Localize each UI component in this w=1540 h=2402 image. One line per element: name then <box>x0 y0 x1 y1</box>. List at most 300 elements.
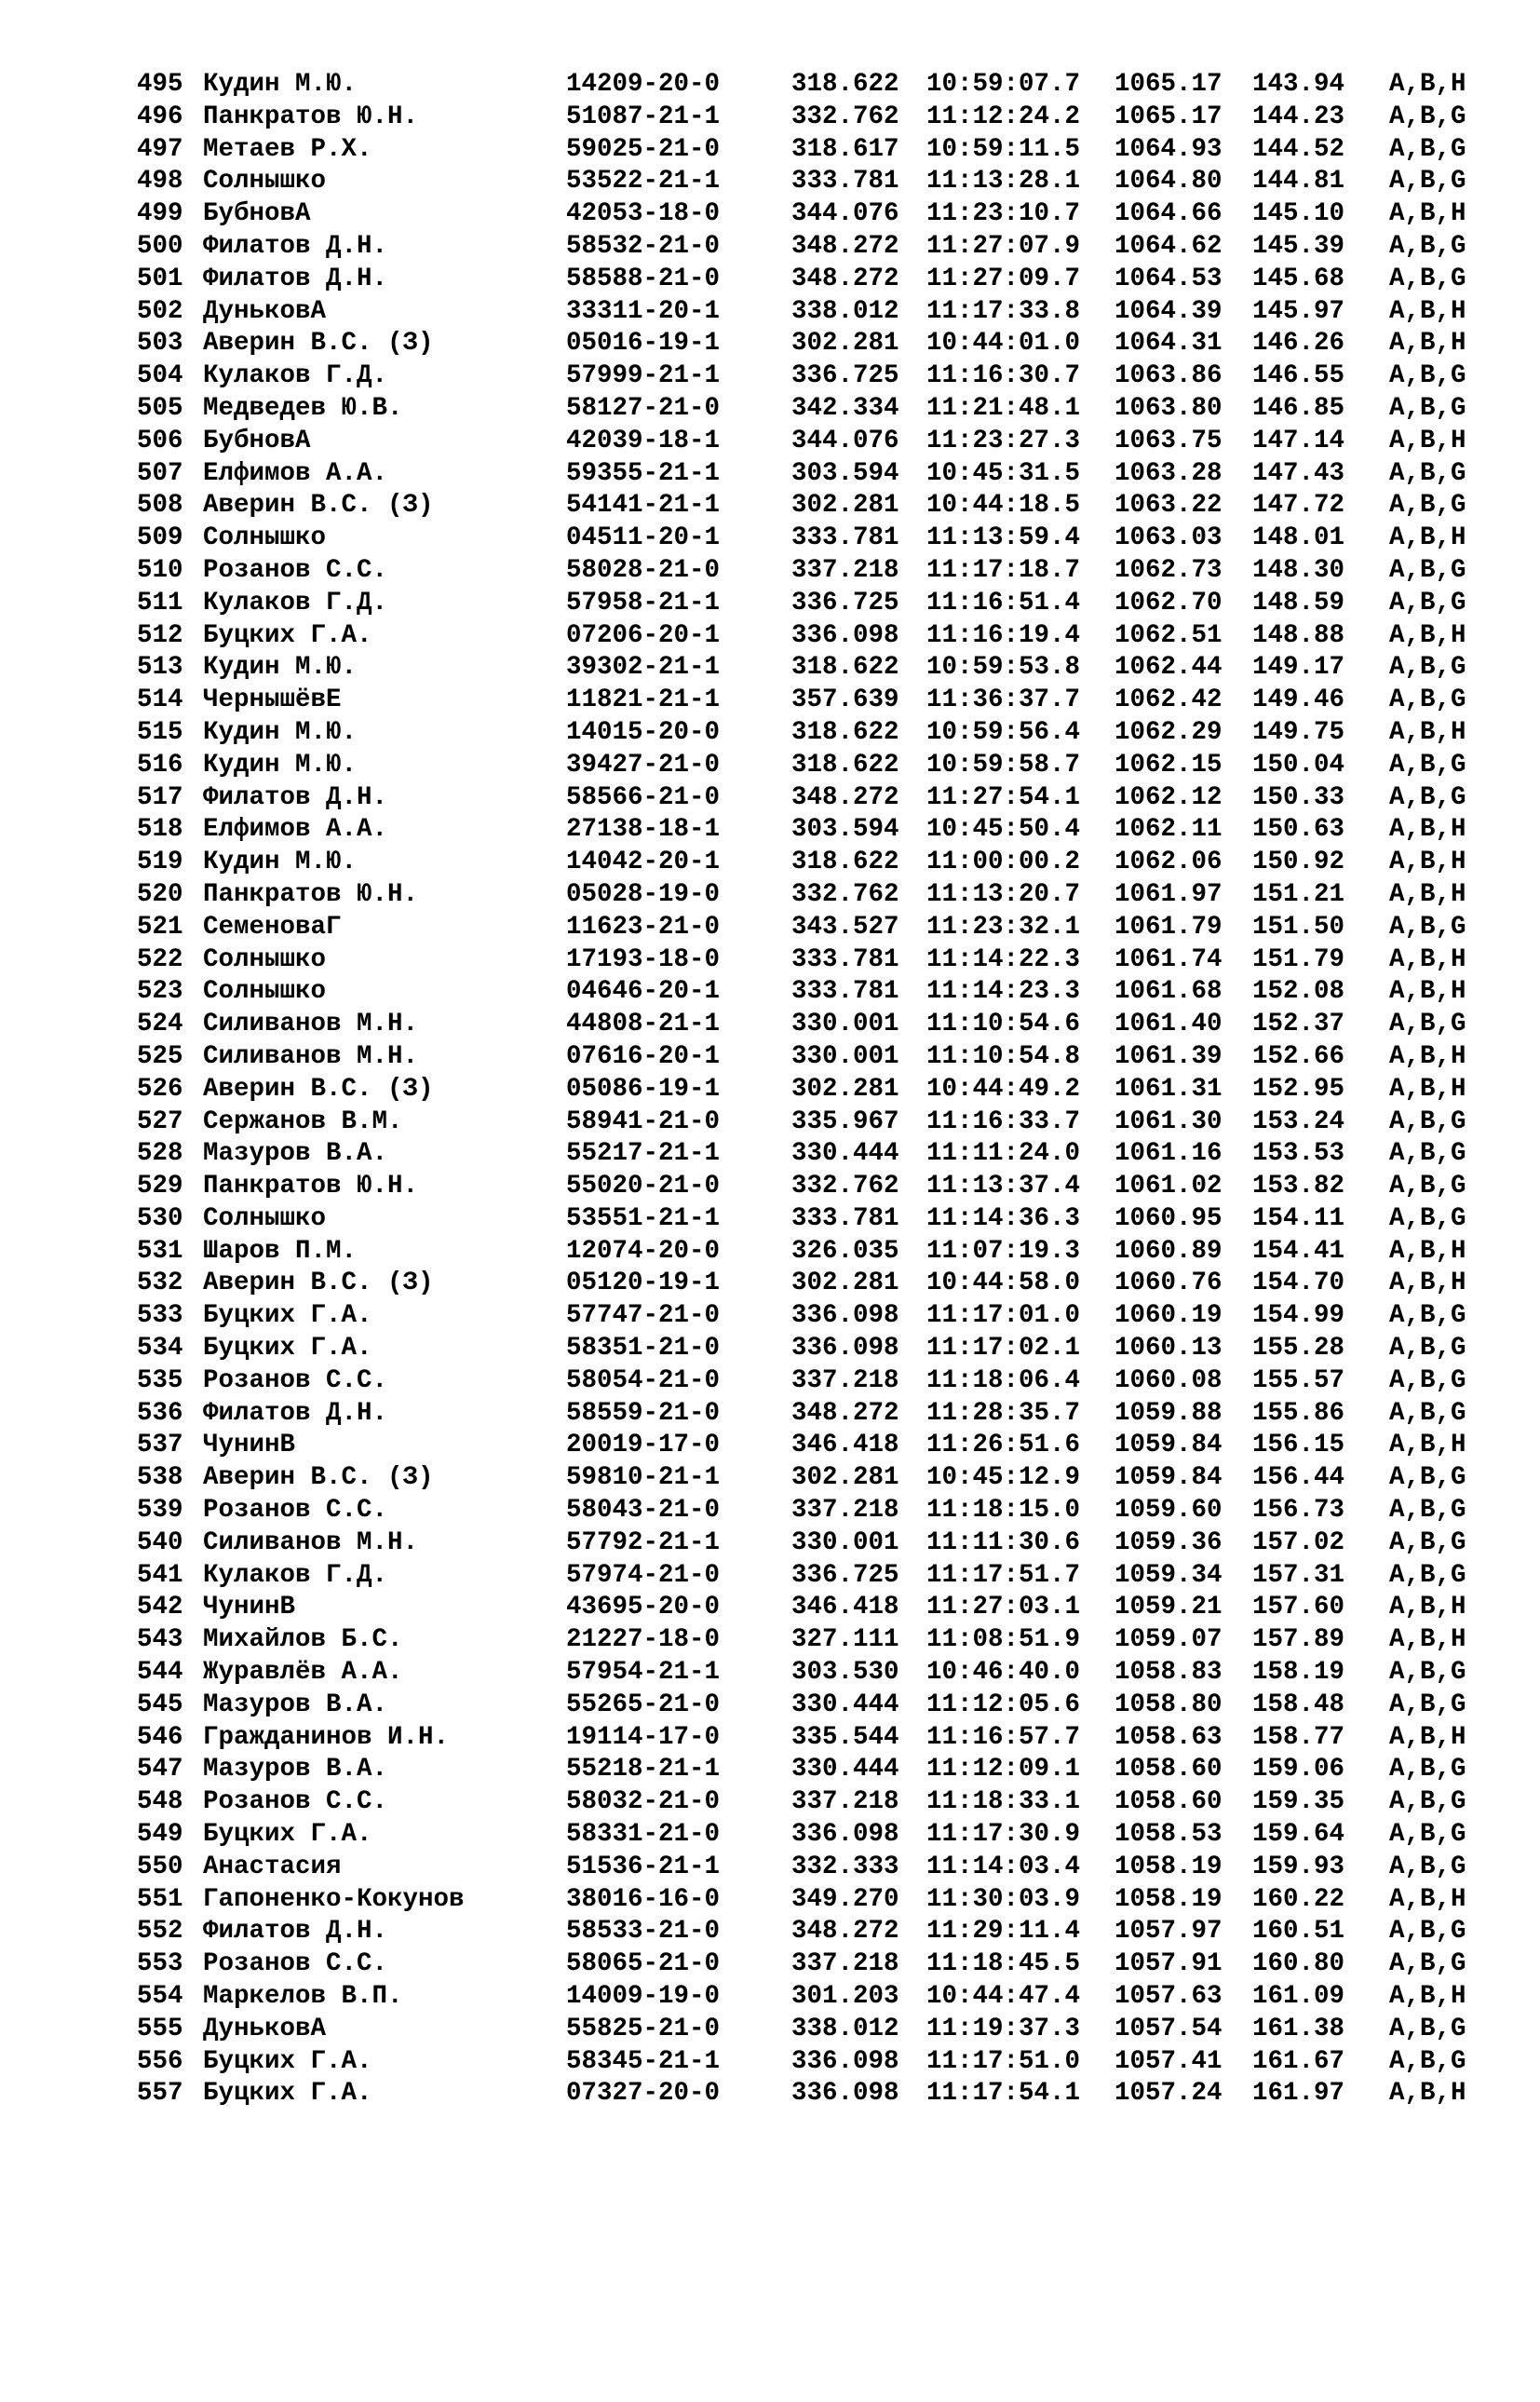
coefficient: 147.43 <box>1252 458 1345 488</box>
coefficient: 153.53 <box>1252 1139 1345 1169</box>
arrival-time: 10:45:50.4 <box>926 815 1081 845</box>
fancier-name: ДуньковА <box>203 2014 327 2043</box>
coefficient: 157.02 <box>1252 1527 1345 1557</box>
distance-km: 318.617 <box>791 134 899 164</box>
coefficient: 146.85 <box>1252 393 1345 423</box>
fancier-name: Филатов Д.Н. <box>203 264 388 293</box>
category-codes: A,B,G <box>1389 1820 1466 1850</box>
fancier-name: Филатов Д.Н. <box>203 782 388 812</box>
distance-km: 303.530 <box>791 1658 899 1688</box>
ring-number: 14209-20-0 <box>566 70 721 99</box>
distance-km: 332.762 <box>791 102 899 131</box>
fancier-name: Анастасия <box>203 1852 342 1881</box>
speed-value: 1058.63 <box>1114 1722 1223 1752</box>
ring-number: 07327-20-0 <box>566 2079 721 2109</box>
distance-km: 344.076 <box>791 199 899 229</box>
result-row <box>137 458 1466 491</box>
coefficient: 151.21 <box>1252 879 1345 909</box>
category-codes: A,B,H <box>1389 1041 1466 1071</box>
place-number: 534 <box>137 1334 183 1364</box>
speed-value: 1059.84 <box>1114 1463 1223 1493</box>
ring-number: 58331-21-0 <box>566 1820 721 1850</box>
speed-value: 1061.02 <box>1114 1172 1223 1201</box>
coefficient: 159.35 <box>1252 1787 1345 1817</box>
distance-km: 318.622 <box>791 717 899 747</box>
ring-number: 05016-19-1 <box>566 329 721 359</box>
distance-km: 337.218 <box>791 1496 899 1526</box>
result-row <box>137 1300 1466 1333</box>
arrival-time: 11:10:54.6 <box>926 1010 1081 1039</box>
fancier-name: Елфимов А.А. <box>203 815 388 845</box>
coefficient: 154.11 <box>1252 1203 1345 1233</box>
ring-number: 58127-21-0 <box>566 393 721 423</box>
result-row <box>137 1786 1466 1819</box>
category-codes: A,B,G <box>1389 1301 1466 1331</box>
category-codes: A,B,H <box>1389 848 1466 877</box>
speed-value: 1061.30 <box>1114 1106 1223 1136</box>
ring-number: 54141-21-1 <box>566 491 721 521</box>
place-number: 522 <box>137 944 183 974</box>
place-number: 549 <box>137 1820 183 1850</box>
arrival-time: 11:18:06.4 <box>926 1365 1081 1395</box>
coefficient: 151.79 <box>1252 944 1345 974</box>
fancier-name: Кулаков Г.Д. <box>203 361 388 391</box>
ring-number: 11821-21-1 <box>566 685 721 715</box>
fancier-name: Панкратов Ю.Н. <box>203 102 419 131</box>
place-number: 536 <box>137 1398 183 1428</box>
place-number: 506 <box>137 426 183 455</box>
ring-number: 57747-21-0 <box>566 1301 721 1331</box>
coefficient: 146.26 <box>1252 329 1345 359</box>
coefficient: 160.51 <box>1252 1917 1345 1947</box>
arrival-time: 11:36:37.7 <box>926 685 1081 715</box>
result-row <box>137 847 1466 879</box>
fancier-name: Панкратов Ю.Н. <box>203 1172 419 1201</box>
category-codes: A,B,G <box>1389 264 1466 293</box>
place-number: 545 <box>137 1690 183 1719</box>
coefficient: 153.24 <box>1252 1106 1345 1136</box>
coefficient: 160.80 <box>1252 1949 1345 1979</box>
ring-number: 04646-20-1 <box>566 977 721 1007</box>
result-row <box>137 1171 1466 1203</box>
category-codes: A,B,G <box>1389 1690 1466 1719</box>
arrival-time: 10:44:49.2 <box>926 1074 1081 1104</box>
category-codes: A,B,G <box>1389 1139 1466 1169</box>
distance-km: 318.622 <box>791 750 899 780</box>
result-row <box>137 490 1466 522</box>
distance-km: 346.418 <box>791 1593 899 1622</box>
distance-km: 336.098 <box>791 2079 899 2109</box>
speed-value: 1062.51 <box>1114 620 1223 650</box>
result-row <box>137 393 1466 426</box>
ring-number: 05120-19-1 <box>566 1269 721 1298</box>
result-row <box>137 555 1466 588</box>
arrival-time: 11:19:37.3 <box>926 2014 1081 2043</box>
ring-number: 07616-20-1 <box>566 1041 721 1071</box>
category-codes: A,B,G <box>1389 1949 1466 1979</box>
arrival-time: 11:17:18.7 <box>926 555 1081 585</box>
category-codes: A,B,H <box>1389 2079 1466 2109</box>
category-codes: A,B,G <box>1389 782 1466 812</box>
category-codes: A,B,G <box>1389 1172 1466 1201</box>
category-codes: A,B,G <box>1389 1787 1466 1817</box>
result-row <box>137 2078 1466 2110</box>
place-number: 501 <box>137 264 183 293</box>
fancier-name: Солнышко <box>203 1203 327 1233</box>
coefficient: 149.75 <box>1252 717 1345 747</box>
coefficient: 145.68 <box>1252 264 1345 293</box>
speed-value: 1059.88 <box>1114 1398 1223 1428</box>
distance-km: 336.098 <box>791 1334 899 1364</box>
coefficient: 160.22 <box>1252 1884 1345 1914</box>
speed-value: 1061.39 <box>1114 1041 1223 1071</box>
distance-km: 344.076 <box>791 426 899 455</box>
result-row <box>137 1074 1466 1106</box>
arrival-time: 11:08:51.9 <box>926 1625 1081 1655</box>
arrival-time: 11:28:35.7 <box>926 1398 1081 1428</box>
speed-value: 1061.68 <box>1114 977 1223 1007</box>
arrival-time: 11:13:20.7 <box>926 879 1081 909</box>
ring-number: 55020-21-0 <box>566 1172 721 1201</box>
place-number: 502 <box>137 296 183 326</box>
distance-km: 327.111 <box>791 1625 899 1655</box>
place-number: 527 <box>137 1106 183 1136</box>
arrival-time: 11:13:37.4 <box>926 1172 1081 1201</box>
distance-km: 303.594 <box>791 458 899 488</box>
speed-value: 1060.89 <box>1114 1236 1223 1266</box>
ring-number: 58028-21-0 <box>566 555 721 585</box>
place-number: 529 <box>137 1172 183 1201</box>
fancier-name: БубновА <box>203 426 311 455</box>
category-codes: A,B,H <box>1389 523 1466 553</box>
fancier-name: ЧунинВ <box>203 1593 296 1622</box>
arrival-time: 11:13:59.4 <box>926 523 1081 553</box>
category-codes: A,B,H <box>1389 717 1466 747</box>
place-number: 546 <box>137 1722 183 1752</box>
category-codes: A,B,H <box>1389 199 1466 229</box>
distance-km: 337.218 <box>791 1787 899 1817</box>
arrival-time: 11:18:45.5 <box>926 1949 1081 1979</box>
arrival-time: 11:18:15.0 <box>926 1496 1081 1526</box>
fancier-name: Филатов Д.Н. <box>203 1398 388 1428</box>
distance-km: 348.272 <box>791 231 899 261</box>
category-codes: A,B,H <box>1389 1593 1466 1622</box>
coefficient: 156.15 <box>1252 1431 1345 1460</box>
arrival-time: 11:12:05.6 <box>926 1690 1081 1719</box>
category-codes: A,B,H <box>1389 426 1466 455</box>
distance-km: 332.762 <box>791 1172 899 1201</box>
distance-km: 336.725 <box>791 1560 899 1590</box>
arrival-time: 11:11:24.0 <box>926 1139 1081 1169</box>
result-row <box>137 1852 1466 1884</box>
distance-km: 337.218 <box>791 555 899 585</box>
speed-value: 1061.74 <box>1114 944 1223 974</box>
fancier-name: Буцких Г.А. <box>203 1334 372 1364</box>
fancier-name: Силиванов М.Н. <box>203 1527 419 1557</box>
result-row <box>137 198 1466 231</box>
coefficient: 155.57 <box>1252 1365 1345 1395</box>
place-number: 547 <box>137 1755 183 1785</box>
ring-number: 44808-21-1 <box>566 1010 721 1039</box>
arrival-time: 11:17:02.1 <box>926 1334 1081 1364</box>
arrival-time: 11:23:27.3 <box>926 426 1081 455</box>
arrival-time: 11:17:51.0 <box>926 2046 1081 2076</box>
coefficient: 144.81 <box>1252 167 1345 197</box>
coefficient: 152.37 <box>1252 1010 1345 1039</box>
result-row <box>137 912 1466 944</box>
ring-number: 58533-21-0 <box>566 1917 721 1947</box>
fancier-name: ЧунинВ <box>203 1431 296 1460</box>
place-number: 525 <box>137 1041 183 1071</box>
distance-km: 303.594 <box>791 815 899 845</box>
coefficient: 151.50 <box>1252 912 1345 942</box>
arrival-time: 10:44:47.4 <box>926 1982 1081 2012</box>
fancier-name: Кудин М.Ю. <box>203 717 358 747</box>
coefficient: 156.44 <box>1252 1463 1345 1493</box>
ring-number: 53522-21-1 <box>566 167 721 197</box>
result-row <box>137 879 1466 912</box>
category-codes: A,B,H <box>1389 1884 1466 1914</box>
coefficient: 144.23 <box>1252 102 1345 131</box>
result-row <box>137 1722 1466 1755</box>
category-codes: A,B,H <box>1389 1236 1466 1266</box>
coefficient: 157.89 <box>1252 1625 1345 1655</box>
distance-km: 335.544 <box>791 1722 899 1752</box>
speed-value: 1059.36 <box>1114 1527 1223 1557</box>
place-number: 496 <box>137 102 183 131</box>
result-row <box>137 1495 1466 1527</box>
speed-value: 1064.93 <box>1114 134 1223 164</box>
coefficient: 154.41 <box>1252 1236 1345 1266</box>
ring-number: 57954-21-1 <box>566 1658 721 1688</box>
place-number: 510 <box>137 555 183 585</box>
fancier-name: Буцких Г.А. <box>203 2079 372 2109</box>
category-codes: A,B,G <box>1389 102 1466 131</box>
category-codes: A,B,H <box>1389 70 1466 99</box>
ring-number: 57792-21-1 <box>566 1527 721 1557</box>
distance-km: 330.001 <box>791 1527 899 1557</box>
ring-number: 55825-21-0 <box>566 2014 721 2043</box>
fancier-name: Журавлёв А.А. <box>203 1658 403 1688</box>
fancier-name: Гапоненко-Кокунов <box>203 1884 465 1914</box>
coefficient: 153.82 <box>1252 1172 1345 1201</box>
coefficient: 161.67 <box>1252 2046 1345 2076</box>
speed-value: 1061.40 <box>1114 1010 1223 1039</box>
fancier-name: Аверин В.С. (З) <box>203 1269 434 1298</box>
arrival-time: 10:59:11.5 <box>926 134 1081 164</box>
distance-km: 318.622 <box>791 848 899 877</box>
ring-number: 58065-21-0 <box>566 1949 721 1979</box>
category-codes: A,B,G <box>1389 1106 1466 1136</box>
speed-value: 1058.53 <box>1114 1820 1223 1850</box>
arrival-time: 11:21:48.1 <box>926 393 1081 423</box>
category-codes: A,B,G <box>1389 653 1466 683</box>
speed-value: 1059.21 <box>1114 1593 1223 1622</box>
ring-number: 11623-21-0 <box>566 912 721 942</box>
ring-number: 58043-21-0 <box>566 1496 721 1526</box>
fancier-name: Аверин В.С. (З) <box>203 491 434 521</box>
ring-number: 20019-17-0 <box>566 1431 721 1460</box>
result-row <box>137 1430 1466 1462</box>
ring-number: 58941-21-0 <box>566 1106 721 1136</box>
place-number: 551 <box>137 1884 183 1914</box>
category-codes: A,B,G <box>1389 1527 1466 1557</box>
category-codes: A,B,H <box>1389 879 1466 909</box>
fancier-name: Филатов Д.Н. <box>203 231 388 261</box>
arrival-time: 11:16:30.7 <box>926 361 1081 391</box>
ring-number: 59025-21-0 <box>566 134 721 164</box>
ring-number: 58345-21-1 <box>566 2046 721 2076</box>
fancier-name: Медведев Ю.В. <box>203 393 403 423</box>
arrival-time: 11:14:22.3 <box>926 944 1081 974</box>
result-row <box>137 69 1466 102</box>
fancier-name: Аверин В.С. (З) <box>203 1463 434 1493</box>
result-row <box>137 166 1466 198</box>
arrival-time: 11:16:51.4 <box>926 588 1081 617</box>
distance-km: 333.781 <box>791 523 899 553</box>
fancier-name: Розанов С.С. <box>203 1496 388 1526</box>
result-row <box>137 1754 1466 1786</box>
category-codes: A,B,G <box>1389 750 1466 780</box>
place-number: 515 <box>137 717 183 747</box>
result-row <box>137 360 1466 393</box>
arrival-time: 11:23:32.1 <box>926 912 1081 942</box>
result-row <box>137 1268 1466 1300</box>
result-row <box>137 1657 1466 1690</box>
ring-number: 57999-21-1 <box>566 361 721 391</box>
distance-km: 332.333 <box>791 1852 899 1881</box>
coefficient: 148.01 <box>1252 523 1345 553</box>
place-number: 511 <box>137 588 183 617</box>
speed-value: 1060.13 <box>1114 1334 1223 1364</box>
arrival-time: 11:12:24.2 <box>926 102 1081 131</box>
result-row <box>137 1041 1466 1074</box>
result-row <box>137 976 1466 1009</box>
ring-number: 58351-21-0 <box>566 1334 721 1364</box>
coefficient: 149.17 <box>1252 653 1345 683</box>
place-number: 516 <box>137 750 183 780</box>
category-codes: A,B,G <box>1389 1917 1466 1947</box>
arrival-time: 11:27:54.1 <box>926 782 1081 812</box>
distance-km: 336.725 <box>791 588 899 617</box>
ring-number: 51087-21-1 <box>566 102 721 131</box>
arrival-time: 11:27:03.1 <box>926 1593 1081 1622</box>
distance-km: 337.218 <box>791 1949 899 1979</box>
distance-km: 349.270 <box>791 1884 899 1914</box>
ring-number: 57974-21-0 <box>566 1560 721 1590</box>
speed-value: 1065.17 <box>1114 70 1223 99</box>
place-number: 499 <box>137 199 183 229</box>
coefficient: 155.86 <box>1252 1398 1345 1428</box>
place-number: 518 <box>137 815 183 845</box>
arrival-time: 11:17:33.8 <box>926 296 1081 326</box>
speed-value: 1062.11 <box>1114 815 1223 845</box>
speed-value: 1058.19 <box>1114 1884 1223 1914</box>
arrival-time: 11:16:33.7 <box>926 1106 1081 1136</box>
speed-value: 1061.79 <box>1114 912 1223 942</box>
result-row <box>137 1819 1466 1852</box>
place-number: 537 <box>137 1431 183 1460</box>
category-codes: A,B,G <box>1389 1365 1466 1395</box>
category-codes: A,B,H <box>1389 944 1466 974</box>
speed-value: 1061.31 <box>1114 1074 1223 1104</box>
place-number: 504 <box>137 361 183 391</box>
coefficient: 150.33 <box>1252 782 1345 812</box>
place-number: 524 <box>137 1010 183 1039</box>
result-row <box>137 1365 1466 1398</box>
place-number: 533 <box>137 1301 183 1331</box>
coefficient: 149.46 <box>1252 685 1345 715</box>
category-codes: A,B,G <box>1389 393 1466 423</box>
arrival-time: 11:26:51.6 <box>926 1431 1081 1460</box>
category-codes: A,B,G <box>1389 134 1466 164</box>
arrival-time: 10:44:58.0 <box>926 1269 1081 1298</box>
distance-km: 330.444 <box>791 1690 899 1719</box>
ring-number: 57958-21-1 <box>566 588 721 617</box>
speed-value: 1059.34 <box>1114 1560 1223 1590</box>
fancier-name: Розанов С.С. <box>203 1787 388 1817</box>
category-codes: A,B,G <box>1389 491 1466 521</box>
result-row <box>137 2046 1466 2079</box>
result-row <box>137 717 1466 750</box>
category-codes: A,B,G <box>1389 1010 1466 1039</box>
arrival-time: 11:23:10.7 <box>926 199 1081 229</box>
result-row <box>137 102 1466 134</box>
distance-km: 337.218 <box>791 1365 899 1395</box>
place-number: 509 <box>137 523 183 553</box>
result-row <box>137 134 1466 167</box>
category-codes: A,B,G <box>1389 1560 1466 1590</box>
speed-value: 1059.84 <box>1114 1431 1223 1460</box>
fancier-name: Аверин В.С. (З) <box>203 329 434 359</box>
arrival-time: 11:10:54.8 <box>926 1041 1081 1071</box>
distance-km: 342.334 <box>791 393 899 423</box>
category-codes: A,B,G <box>1389 588 1466 617</box>
distance-km: 330.444 <box>791 1755 899 1785</box>
category-codes: A,B,G <box>1389 1658 1466 1688</box>
ring-number: 58559-21-0 <box>566 1398 721 1428</box>
place-number: 532 <box>137 1269 183 1298</box>
ring-number: 33311-20-1 <box>566 296 721 326</box>
category-codes: A,B,H <box>1389 815 1466 845</box>
fancier-name: Шаров П.М. <box>203 1236 358 1266</box>
coefficient: 158.48 <box>1252 1690 1345 1719</box>
distance-km: 336.098 <box>791 1820 899 1850</box>
place-number: 513 <box>137 653 183 683</box>
ring-number: 58054-21-0 <box>566 1365 721 1395</box>
result-row <box>137 1690 1466 1722</box>
speed-value: 1063.22 <box>1114 491 1223 521</box>
category-codes: A,B,G <box>1389 685 1466 715</box>
place-number: 539 <box>137 1496 183 1526</box>
fancier-name: Кудин М.Ю. <box>203 653 358 683</box>
speed-value: 1065.17 <box>1114 102 1223 131</box>
speed-value: 1063.28 <box>1114 458 1223 488</box>
category-codes: A,B,G <box>1389 167 1466 197</box>
coefficient: 158.77 <box>1252 1722 1345 1752</box>
fancier-name: Аверин В.С. (З) <box>203 1074 434 1104</box>
arrival-time: 10:45:31.5 <box>926 458 1081 488</box>
coefficient: 145.97 <box>1252 296 1345 326</box>
place-number: 557 <box>137 2079 183 2109</box>
distance-km: 333.781 <box>791 977 899 1007</box>
fancier-name: Розанов С.С. <box>203 1949 388 1979</box>
result-row <box>137 1333 1466 1365</box>
coefficient: 155.28 <box>1252 1334 1345 1364</box>
coefficient: 159.93 <box>1252 1852 1345 1881</box>
place-number: 498 <box>137 167 183 197</box>
fancier-name: СеменоваГ <box>203 912 342 942</box>
